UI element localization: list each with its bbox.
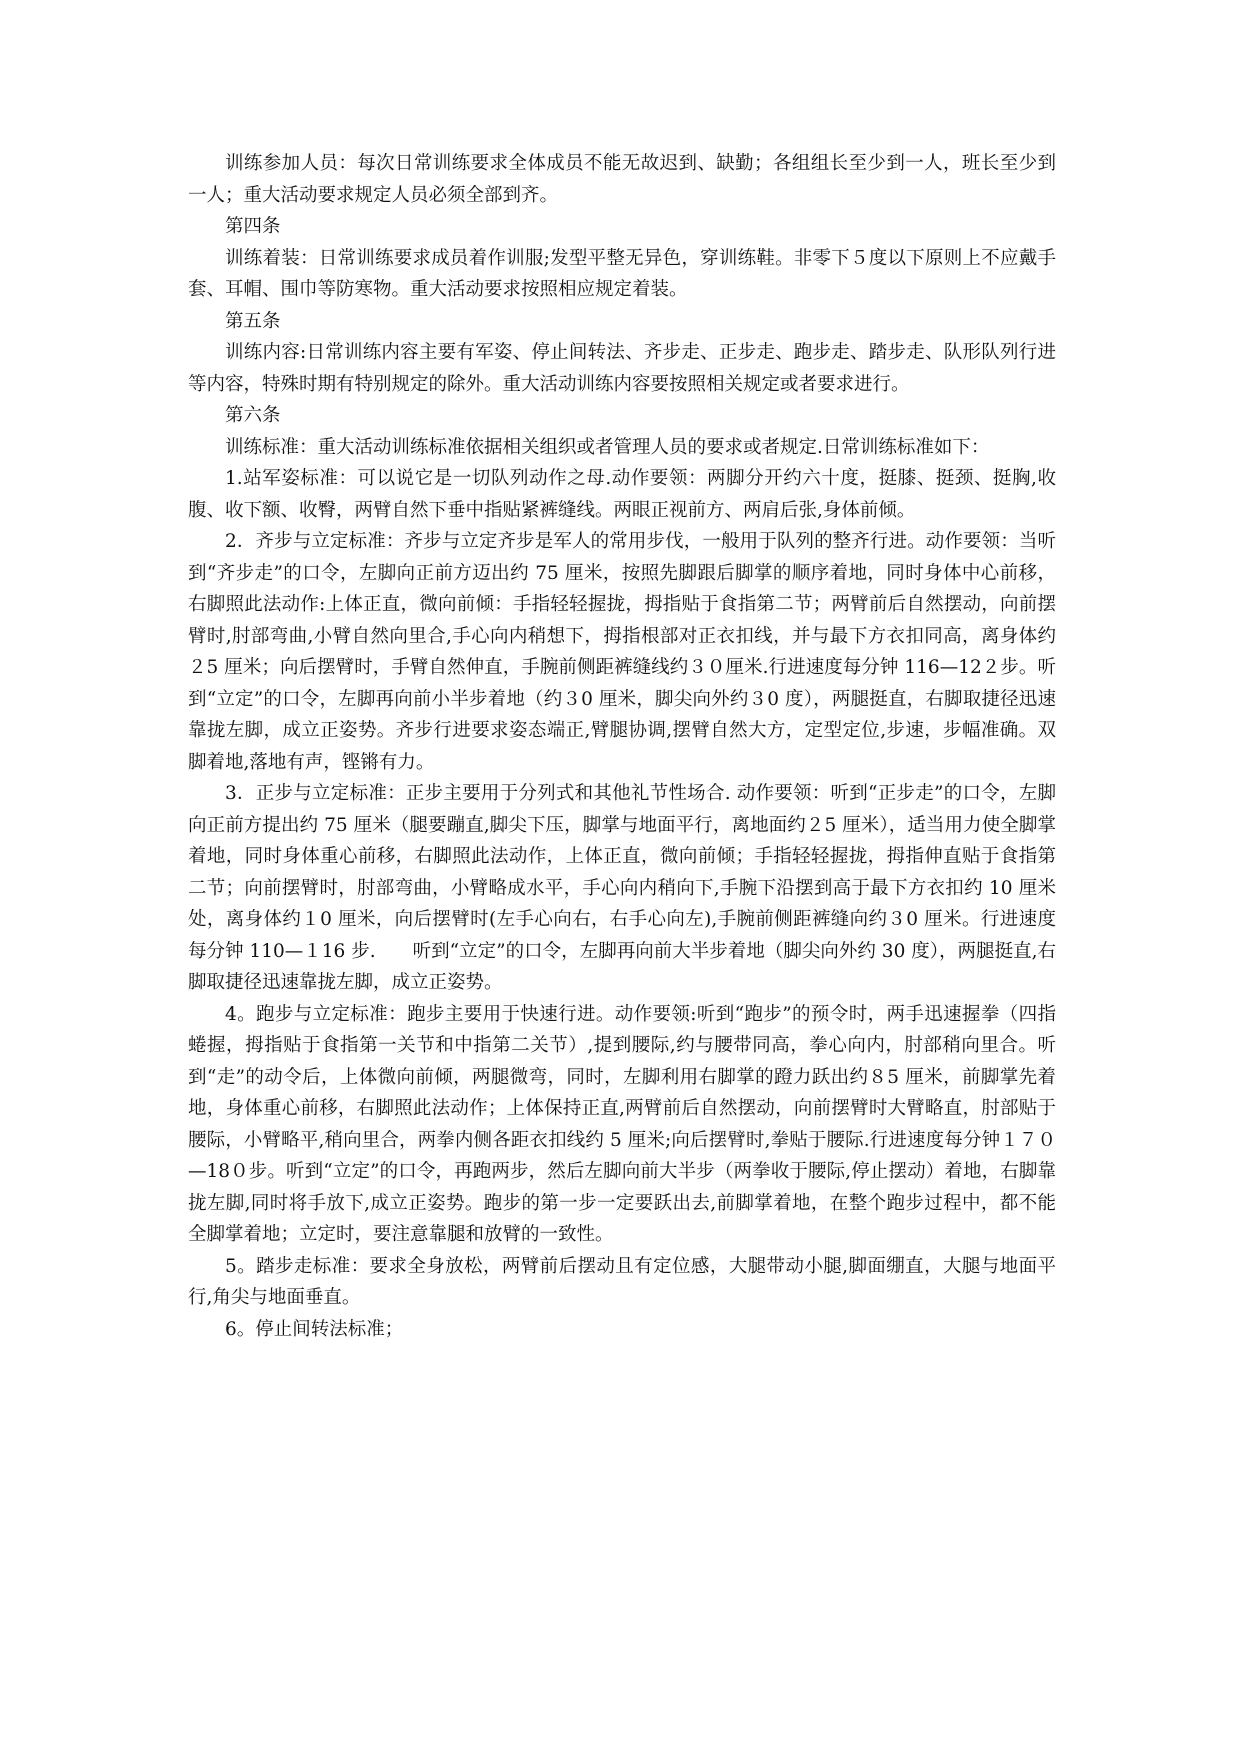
paragraph-standard-6: 6。停止间转法标准； — [225, 1318, 404, 1340]
paragraph-attire: 训练着装：日常训练要求成员着作训服;发型平整无异色，穿训练鞋。非零下５度以下原则上不应戴手套、耳帽、围巾等防寒物。重大活动要求按照相应规定着装。 — [188, 247, 1056, 300]
paragraph-standards: 训练标准：重大活动训练标准依据相关组织或者管理人员的要求或者规定.日常训练标准如下： — [225, 436, 990, 458]
paragraph-content: 训练内容:日常训练内容主要有军姿、停止间转法、齐步走、正步走、跑步走、踏步走、队形队列行进等内容，特殊时期有特别规定的除外。重大活动训练内容要按照相关规定或者要求进行。 — [188, 342, 1056, 395]
article-heading-4: 第四条 — [225, 216, 281, 237]
paragraph-participants: 训练参加人员：每次日常训练要求全体成员不能无故迟到、缺勤；各组组长至少到一人，班长至少到一人；重大活动要求规定人员必须全部到齐。 — [188, 153, 1056, 206]
document-body — [188, 148, 1056, 1345]
article-heading-6: 第六条 — [225, 405, 281, 426]
paragraph-standard-2: 2．齐步与立定标准：齐步与立定齐步是军人的常用步伐，一般用于队列的整齐行进。动作要领：当听到“齐步走”的口令，左脚向正前方迈出约 75 厘米，按照先脚跟后脚掌的顺序着地，同时身体中心前移，右脚照此法动作:上体正直，微向前倾：手指轻轻握拢，拇指贴于食指第二节；两臂前后自然摆动，向前摆臂时,肘部弯曲,小臂自然向里合,手心向内稍想下，拇指根部对正衣扣线，并与最下方衣扣同高，离身体约２5 厘米；向后摆臂时，手臂自然伸直，手腕前侧距裤缝线约３０厘米.行进速度每分钟 116—12２步。听到“立定”的口令，左脚再向前小半步着地（约３0 厘米，脚尖向外约３0 度），两腿挺直，右脚取捷径迅速靠拢左脚，成立正姿势。齐步行进要求姿态端正,臂腿协调,摆臂自然大方，定型定位,步速，步幅准确。双脚着地,落地有声，铿锵有力。 — [188, 531, 1056, 773]
paragraph-standard-3: 3．正步与立定标准：正步主要用于分列式和其他礼节性场合. 动作要领：听到“正步走”的口令，左脚向正前方提出约 75 厘米（腿要蹦直,脚尖下压，脚掌与地面平行，离地面约２5 厘米），适当用力使全脚掌着地，同时身体重心前移，右脚照此法动作，上体正直，微向前倾；手指轻轻握拢，拇指伸直贴于食指第二节；向前摆臂时，肘部弯曲，小臂略成水平，手心向内稍向下,手腕下沿摆到高于最下方衣扣约 10 厘米处，离身体约１0 厘米，向后摆臂时(左手心向右，右手心向左),手腕前侧距裤缝向约３0 厘米。行进速度每分钟 110—１16 步. 听到“立定”的口令，左脚再向前大半步着地（脚尖向外约 30 度），两腿挺直,右脚取捷径迅速靠拢左脚，成立正姿势。 — [188, 783, 1056, 993]
paragraph-standard-4: 4。跑步与立定标准：跑步主要用于快速行进。动作要领:听到“跑步”的预令时，两手迅速握拳（四指蜷握，拇指贴于食指第一关节和中指第二关节）,提到腰际,约与腰带同高，拳心向内，肘部稍向里合。听到“走”的动令后，上体微向前倾，两腿微弯，同时，左脚利用右脚掌的蹬力跃出约８5 厘米，前脚掌先着地，身体重心前移，右脚照此法动作；上体保持正直,两臂前后自然摆动，向前摆臂时大臂略直，肘部贴于腰际，小臂略平,稍向里合，两拳内侧各距衣扣线约 5 厘米;向后摆臂时,拳贴于腰际.行进速度每分钟１７０—18０步。听到“立定”的口令，再跑两步，然后左脚向前大半步（两拳收于腰际,停止摆动）着地，右脚靠拢左脚,同时将手放下,成立正姿势。跑步的第一步一定要跃出去,前脚掌着地，在整个跑步过程中，都不能全脚掌着地；立定时，要注意靠腿和放臂的一致性。 — [188, 1003, 1056, 1245]
paragraph-standard-1: 1.站军姿标准：可以说它是一切队列动作之母.动作要领：两脚分开约六十度，挺膝、挺颈、挺胸,收腹、收下额、收臀，两臂自然下垂中指贴紧裤缝线。两眼正视前方、两肩后张,身体前倾。 — [188, 468, 1056, 521]
paragraph-standard-5: 5。踏步走标准：要求全身放松，两臂前后摆动且有定位感，大腿带动小腿,脚面绷直，大腿与地面平行,角尖与地面垂直。 — [188, 1255, 1056, 1308]
article-heading-5: 第五条 — [225, 310, 281, 332]
